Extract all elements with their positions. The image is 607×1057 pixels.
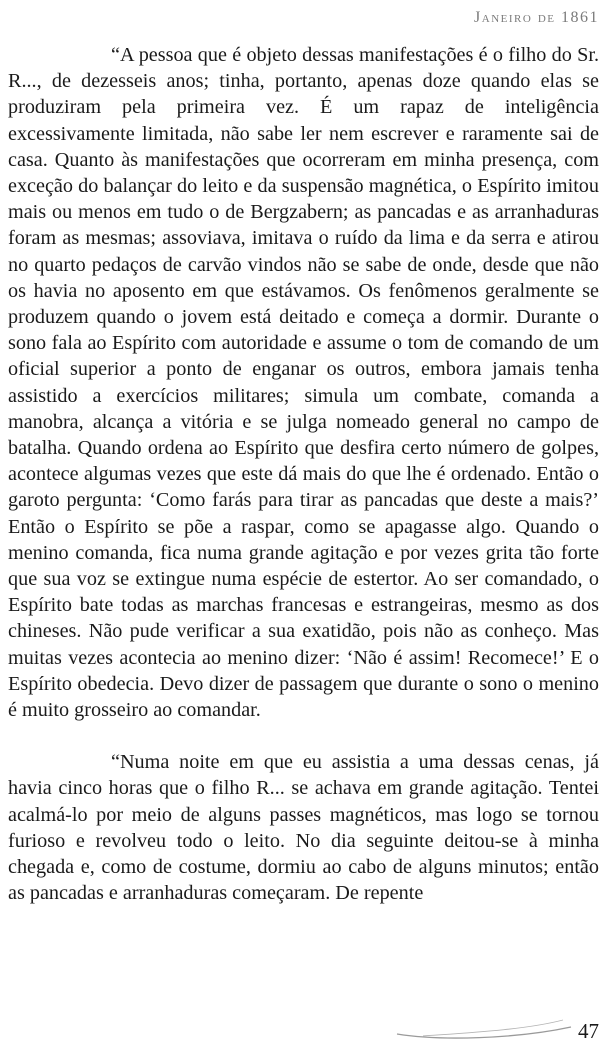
body-text: [8, 42, 599, 907]
paragraph-2: “Numa noite em que eu assistia a uma dessas cenas, já havia cinco horas que o filho R... se achava em grande agitação. Tentei acalmá-lo por meio de alguns passes magnéticos, mas logo se tornou furioso e revolveu todo o leito. No dia seguinte deitou-se à minha chegada e, como de costume, dormiu ao cabo de alguns minutos; então as pancadas e arranhaduras começaram. De repente: [8, 751, 599, 905]
page-number: 47: [578, 1019, 599, 1043]
paragraph-1: “A pessoa que é objeto dessas manifestações é o filho do Sr. R..., de dezesseis anos; tinha, portanto, apenas doze quando elas se produziram pela primeira vez. É um rapaz de inteligência excessivamente limitada, não sabe ler nem escrever e raramente sai de casa. Quanto às manifestações que ocorreram em minha presença, com exceção do balançar do leito e da suspensão magnética, o Espírito imitou mais ou menos em tudo o de Bergzabern; as pancadas e as arranhaduras foram as mesmas; assoviava, imitava o ruído da lima e da serra e atirou no quarto pedaços de carvão vindos não se sabe de onde, desde que não os havia no aposento em que estávamos. Os fenômenos geralmente se produzem quando o jovem está deitado e começa a dormir. Durante o sono fala ao Espírito com autoridade e assume o tom de comando de um oficial superior a ponto de enganar os outros, embora jamais tenha assistido a exercícios militares; simula um combate, comanda a manobra, alcança a vitória e se julga nomeado general no campo de batalha. Quando ordena ao Espírito que desfira certo número de golpes, acontece algumas vezes que este dá mais do que lhe é ordenado. Então o garoto pergunta: ‘Como farás para tirar as pancadas que deste a mais?’ Então o Espírito se põe a raspar, como se apagasse algo. Quando o menino comanda, fica numa grande agitação e por vezes grita tão forte que sua voz se extingue numa espécie de estertor. Ao ser comandado, o Espírito bate todas as marchas francesas e estrangeiras, mesmo as dos chineses. Não pude verificar a sua exatidão, pois não as conheço. Mas muitas vezes acontecia ao menino dizer: ‘Não é assim! Recomece!’ E o Espírito obedecia. Devo dizer de passagem que durante o sono o menino é muito grosseiro ao comandar.: [8, 44, 599, 722]
running-header: Janeiro de 1861: [474, 9, 599, 26]
swash-ornament: [395, 1018, 575, 1040]
